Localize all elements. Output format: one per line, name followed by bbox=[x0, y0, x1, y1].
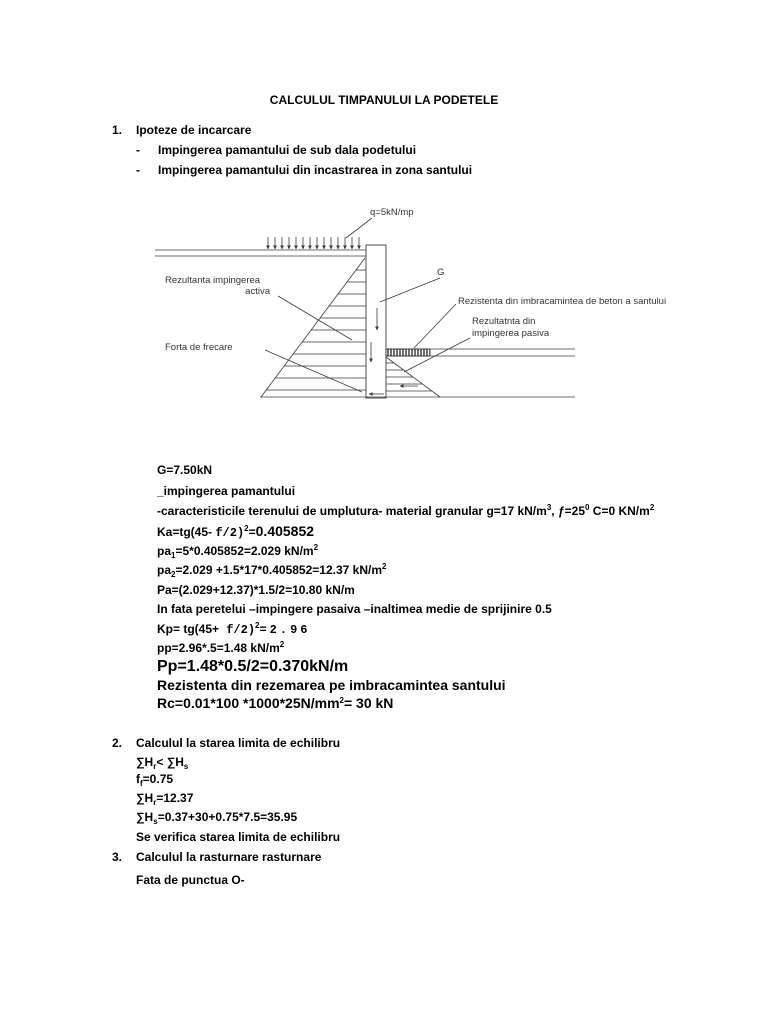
phi-symbol: ƒ bbox=[557, 504, 565, 518]
formula-text: =5*0.405852=2.029 kN/m bbox=[175, 544, 314, 558]
subscript: r bbox=[153, 762, 157, 771]
superscript: 0 bbox=[585, 503, 590, 512]
friction-leader-line bbox=[265, 350, 362, 392]
subscript: s bbox=[183, 762, 189, 771]
pavement-resistance-label: Rezistenta din imbracamintea de beton a santului bbox=[458, 296, 667, 307]
formula-text: = bbox=[248, 525, 256, 539]
formula-text: f/2) bbox=[215, 526, 245, 540]
kp-value: =2.96 bbox=[259, 623, 311, 637]
superscript: 2 bbox=[649, 503, 655, 512]
bullet-dash: - bbox=[136, 163, 140, 177]
formula-text: =0.75 bbox=[142, 772, 174, 786]
soil-text: -caracteristicile terenului de umplutura- material granular bbox=[157, 504, 487, 518]
active-resultant-label: activa bbox=[245, 286, 270, 297]
ka-formula-line bbox=[157, 523, 314, 541]
kp-formula-line bbox=[157, 621, 311, 638]
superscript: 2 bbox=[244, 524, 249, 533]
superscript: 2 bbox=[339, 696, 344, 705]
formula-text: < ∑H bbox=[156, 755, 184, 769]
passive-pressure-diagram bbox=[386, 357, 440, 397]
section-3-heading: Calculul la rasturnare rasturnare bbox=[136, 850, 322, 864]
soil-text: C=0 KN/m bbox=[589, 504, 650, 518]
subscript: r bbox=[153, 798, 157, 807]
passive-resultant-label: impingerea pasiva bbox=[472, 328, 550, 339]
section-2-number: 2. bbox=[112, 736, 123, 750]
formula-text: = 30 kN bbox=[343, 695, 394, 711]
soil-text: =25 bbox=[564, 504, 585, 518]
surcharge-leader-line bbox=[346, 218, 372, 238]
formula-text: Rc=0.01*100 *1000*25N/mm bbox=[157, 695, 340, 711]
soil-characteristics-line bbox=[157, 503, 654, 519]
sum-hr-line bbox=[136, 790, 193, 806]
formula-text: =2.029 +1.5*17*0.405852=12.37 kN/m bbox=[175, 563, 382, 577]
formula-text: Ka=tg(45- bbox=[157, 525, 216, 539]
subscript: 1 bbox=[171, 551, 176, 560]
formula-text: ∑H bbox=[136, 755, 154, 769]
subscript: 2 bbox=[171, 570, 176, 579]
subscript: s bbox=[153, 817, 158, 826]
superscript: 2 bbox=[279, 640, 285, 649]
passive-resultant-label: Rezultatnta din bbox=[472, 316, 536, 327]
wall-timpan bbox=[366, 245, 386, 398]
page-title: CALCULUL TIMPANULUI LA PODETELE bbox=[269, 93, 499, 107]
formula-text: f bbox=[136, 772, 140, 786]
rc-formula-line bbox=[157, 695, 393, 712]
superscript: 2 bbox=[313, 543, 319, 552]
formula-text: ∑H bbox=[136, 810, 154, 824]
active-pressure-envelope bbox=[261, 258, 365, 397]
passive-intro-line: In fata peretelui –impingere pasaiva –inaltimea medie de sprijinire 0.5 bbox=[157, 602, 552, 616]
superscript: 2 bbox=[381, 562, 387, 571]
equilibrium-conclusion: Se verifica starea limita de echilibru bbox=[136, 830, 341, 844]
soil-text: =17 kN/m bbox=[493, 504, 547, 518]
formula-text: pp=2.96*.5=1.48 kN/m bbox=[157, 641, 280, 655]
retaining-wall-diagram bbox=[150, 200, 710, 405]
pp-total-line: Pp=1.48*0.5/2=0.370kN/m bbox=[157, 658, 349, 675]
section-3-number: 3. bbox=[112, 850, 123, 864]
section-3-subline: Fata de punctua O- bbox=[136, 873, 245, 887]
friction-label: Forta de frecare bbox=[165, 342, 233, 353]
surcharge-label: q=5kN/mp bbox=[370, 207, 414, 218]
superscript: 2 bbox=[255, 621, 260, 630]
pa2-formula-line bbox=[157, 562, 386, 578]
formula-text: pa bbox=[157, 544, 172, 558]
self-weight-leader-line bbox=[380, 278, 440, 302]
pp-formula-line bbox=[157, 640, 284, 656]
soil-text: , bbox=[551, 504, 558, 518]
section-2-heading: Calculul la starea limita de echilibru bbox=[136, 736, 341, 750]
formula-text: =12.37 bbox=[156, 791, 194, 805]
formula-text: =0.37+30+0.75*7.5=35.95 bbox=[157, 810, 298, 824]
pavement-leader-line bbox=[414, 304, 456, 348]
gamma-symbol: ɡ bbox=[486, 504, 494, 518]
sum-hs-line bbox=[136, 809, 297, 825]
earth-pressure-heading: _impingerea pamantului bbox=[157, 484, 296, 498]
bullet-text: Impingerea pamantului din incastrarea in zona santului bbox=[158, 163, 473, 177]
bullet-dash: - bbox=[136, 143, 140, 157]
equilibrium-condition-line bbox=[136, 754, 188, 770]
section-1-heading: Ipoteze de incarcare bbox=[136, 123, 252, 137]
active-pressure-diagram bbox=[261, 258, 366, 397]
friction-coefficient-line bbox=[136, 771, 173, 787]
pa1-formula-line bbox=[157, 543, 318, 559]
surcharge-load-arrows bbox=[268, 237, 359, 249]
ka-value: 0.405852 bbox=[255, 523, 315, 539]
pa-total-line: Pa=(2.029+12.37)*1.5/2=10.80 kN/m bbox=[157, 583, 355, 597]
pavement-resistance-heading: Rezistenta din rezemarea pe imbracamintea santului bbox=[157, 677, 506, 693]
superscript: 3 bbox=[546, 503, 552, 512]
formula-text: pa bbox=[157, 563, 172, 577]
formula-text: Kp= tg(45+ bbox=[157, 622, 220, 636]
formula-text: f/2) bbox=[219, 623, 256, 637]
formula-text: ∑H bbox=[136, 791, 154, 805]
self-weight-value: G=7.50kN bbox=[157, 463, 213, 477]
subscript: f bbox=[140, 779, 143, 788]
self-weight-label: G bbox=[437, 267, 445, 278]
concrete-pavement-block bbox=[386, 349, 430, 356]
section-1-number: 1. bbox=[112, 123, 123, 137]
active-resultant-label: Rezultanta impingerea bbox=[165, 275, 261, 286]
bullet-text: Impingerea pamantului de sub dala podetului bbox=[158, 143, 417, 157]
